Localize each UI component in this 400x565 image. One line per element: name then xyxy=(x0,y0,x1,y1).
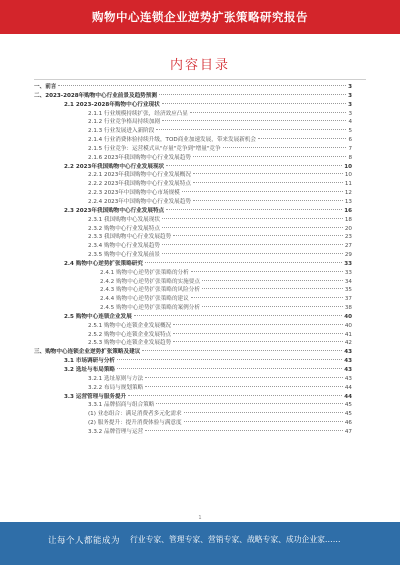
toc-leader-dots xyxy=(202,306,343,307)
toc-entry-label: 2.1 2023-2028年购物中心行业现状 xyxy=(64,101,160,108)
toc-entry-label: 2.3.3 我国购物中心行业发展趋势 xyxy=(88,234,172,241)
toc-entry[interactable] xyxy=(34,180,352,189)
toc-entry-label: 2.4.5 购物中心逆势扩张策略的案例分析 xyxy=(100,305,200,312)
toc-entry-label: 2.4.1 购物中心逆势扩张策略的分析 xyxy=(100,269,189,276)
toc-leader-dots xyxy=(166,165,342,166)
toc-entry-page: 6 xyxy=(348,137,352,144)
toc-leader-dots xyxy=(191,297,343,298)
toc-entry-page: 8 xyxy=(348,154,352,161)
toc-entry-label: 2.5.1 购物中心连锁企业发展概况 xyxy=(88,322,172,329)
toc-leader-dots xyxy=(162,218,343,219)
toc-leader-dots xyxy=(134,315,342,316)
toc-leader-dots xyxy=(162,120,346,121)
toc-entry-page: 40 xyxy=(344,313,352,320)
toc-entry-page: 37 xyxy=(344,296,352,303)
toc-entry-page: 35 xyxy=(344,287,352,294)
toc-entry-label: 3.3.1 品牌招商与组合策略 xyxy=(88,402,155,409)
toc-entry[interactable] xyxy=(34,286,352,295)
toc-entry-label: 2.5 购物中心连锁企业发展 xyxy=(64,313,132,320)
toc-entry[interactable] xyxy=(34,384,352,393)
toc-leader-dots xyxy=(173,235,343,236)
toc-entry[interactable] xyxy=(34,295,352,304)
toc-leader-dots xyxy=(193,182,343,183)
toc-entry-page: 33 xyxy=(344,269,352,276)
toc-entry-page: 4 xyxy=(348,119,352,126)
toc-leader-dots xyxy=(182,191,343,192)
toc-entry-page: 46 xyxy=(344,420,352,427)
toc-leader-dots xyxy=(193,156,346,157)
toc-entry[interactable] xyxy=(34,313,352,322)
toc-entry-page: 47 xyxy=(344,428,352,435)
toc-entry[interactable] xyxy=(34,233,352,242)
toc-leader-dots xyxy=(145,377,343,378)
toc-entry-label: 2.2.3 2023年中国购物中心市场规模 xyxy=(88,190,180,197)
toc-entry-page: 10 xyxy=(344,172,352,179)
toc-entry[interactable] xyxy=(34,154,352,163)
toc-entry[interactable] xyxy=(34,189,352,198)
toc-entry[interactable] xyxy=(34,225,352,234)
toc-entry-page: 16 xyxy=(344,207,352,214)
toc-entry[interactable] xyxy=(34,92,352,101)
footer-slogan: 让每个人都能成为 xyxy=(48,536,121,546)
toc-entry-page: 43 xyxy=(344,375,352,382)
toc-leader-dots xyxy=(162,103,346,104)
toc-entry-label: 2.4.3 购物中心逆势扩张策略的风险分析 xyxy=(100,287,200,294)
toc-entry[interactable] xyxy=(34,339,352,348)
toc-entry-label: 3.3 运营管理与服务提升 xyxy=(64,393,127,400)
toc-entry-label: 2.4.2 购物中心逆势扩张策略的实施要点 xyxy=(100,278,200,285)
toc-entry[interactable] xyxy=(34,269,352,278)
toc-entry-label: 2.1.3 行业发展进入新阶段 xyxy=(88,128,155,135)
toc-entry-page: 45 xyxy=(344,411,352,418)
toc-entry[interactable] xyxy=(34,419,352,428)
toc-entry-label: 2.4 购物中心逆势扩张策略研究 xyxy=(64,260,143,267)
toc-entry[interactable] xyxy=(34,127,352,136)
toc-entry[interactable] xyxy=(34,401,352,410)
toc-entry[interactable] xyxy=(34,242,352,251)
toc-entry[interactable] xyxy=(34,207,352,216)
toc-entry[interactable] xyxy=(34,171,352,180)
toc-entry-label: 2.3 2023年我国购物中心行业发展特点 xyxy=(64,207,165,214)
toc-leader-dots xyxy=(223,147,347,148)
toc-entry-label: 二、2023-2028年购物中心行业前景及趋势预测 xyxy=(34,92,157,99)
toc-leader-dots xyxy=(190,112,347,113)
toc-entry-label: 2.1.1 行业规模持续扩张，经济效应凸显 xyxy=(88,110,188,117)
toc-entry[interactable] xyxy=(34,216,352,225)
toc-entry-label: (2) 服务提升：提升消费体验与满意度 xyxy=(88,420,182,427)
header-bar xyxy=(0,0,400,34)
toc-entry-label: 2.1.6 2023年我国购物中心行业发展趋势 xyxy=(88,154,191,161)
toc-entry[interactable] xyxy=(34,278,352,287)
toc-entry-page: 43 xyxy=(344,367,352,373)
report-title: 购物中心连锁企业逆势扩张策略研究报告 xyxy=(92,10,308,24)
toc-entry-page: 43 xyxy=(344,349,352,356)
toc-entry-page: 42 xyxy=(344,340,352,347)
toc-entry-label: 3.2.2 布局与规划策略 xyxy=(88,384,144,391)
toc-entry-page: 38 xyxy=(344,305,352,312)
toc-entry-page: 44 xyxy=(344,393,352,400)
toc-leader-dots xyxy=(193,200,343,201)
toc-leader-dots xyxy=(258,138,346,139)
toc-divider xyxy=(34,79,366,80)
toc-entry-label: 2.1.4 行业消费体验持续升级，TOD商业加速发展，带来发展新机会 xyxy=(88,137,256,144)
toc-entry-label: 三、购物中心连锁企业逆势扩张策略及建议 xyxy=(34,349,141,356)
toc-entry[interactable] xyxy=(34,163,352,172)
toc-entry-label: 2.3.1 我国购物中心发展现状 xyxy=(88,216,160,223)
toc-leader-dots xyxy=(145,386,343,387)
toc-entry-page: 3 xyxy=(348,84,352,90)
toc-entry[interactable] xyxy=(34,375,352,384)
toc-entry[interactable] xyxy=(34,357,352,366)
toc-entry-page: 43 xyxy=(344,358,352,365)
toc-entry-label: 2.5.2 购物中心连锁企业发展特点 xyxy=(88,331,172,338)
toc-leader-dots xyxy=(191,271,343,272)
toc-entry[interactable] xyxy=(34,198,352,207)
toc-leader-dots xyxy=(184,412,343,413)
toc-entry[interactable] xyxy=(34,101,352,110)
toc-entry-page: 3 xyxy=(348,101,352,108)
toc-leader-dots xyxy=(145,430,343,431)
toc-entry[interactable] xyxy=(34,110,352,119)
toc-entry-page: 20 xyxy=(344,225,352,232)
toc-entry[interactable] xyxy=(34,366,352,375)
toc-entry-label: 2.1.5 行业竞争：运营模式从"存量"竞争到"增量"竞争 xyxy=(88,145,221,152)
table-of-contents xyxy=(34,83,352,437)
toc-entry-page: 34 xyxy=(344,278,352,285)
toc-entry[interactable] xyxy=(34,331,352,340)
toc-entry-label: 2.2.4 2023年中国购物中心行业发展趋势 xyxy=(88,198,191,205)
toc-entry-page: 10 xyxy=(344,163,352,170)
toc-entry-page: 45 xyxy=(344,402,352,409)
toc-entry-label: 2.3.4 购物中心行业发展趋势 xyxy=(88,243,160,250)
toc-leader-dots xyxy=(58,85,346,86)
toc-leader-dots xyxy=(162,244,343,245)
toc-leader-dots xyxy=(159,94,346,95)
toc-entry[interactable] xyxy=(34,304,352,313)
footer-roles: 行业专家、管理专家、营销专家、战略专家、成功企业家…… xyxy=(130,535,341,544)
toc-entry-page: 11 xyxy=(344,181,352,188)
toc-leader-dots xyxy=(142,350,342,351)
toc-leader-dots xyxy=(162,253,343,254)
toc-entry-page: 3 xyxy=(348,110,352,117)
toc-leader-dots xyxy=(173,324,343,325)
toc-entry-label: 3.3.2 品牌管理与运营 xyxy=(88,428,144,435)
toc-entry-page: 18 xyxy=(344,216,352,223)
toc-leader-dots xyxy=(202,288,343,289)
toc-entry-label: 2.4.4 购物中心逆势扩张策略的建议 xyxy=(100,296,189,303)
toc-entry-label: 3.1 市场调研与分析 xyxy=(64,358,116,365)
toc-leader-dots xyxy=(173,333,343,334)
toc-leader-dots xyxy=(202,280,343,281)
toc-entry-label: 3.2 选址与布局策略 xyxy=(64,367,116,373)
toc-entry-label: 2.3.2 购物中心行业发展特点 xyxy=(88,225,160,232)
toc-leader-dots xyxy=(145,262,342,263)
toc-entry[interactable] xyxy=(34,83,352,92)
toc-entry[interactable] xyxy=(34,410,352,419)
toc-leader-dots xyxy=(156,403,343,404)
toc-entry-label: (1) 业态组合：满足消费者多元化需求 xyxy=(88,411,182,418)
toc-entry-label: 一、前言 xyxy=(34,84,57,90)
footer-bar xyxy=(0,522,400,565)
toc-entry-page: 23 xyxy=(344,234,352,241)
toc-entry-label: 2.5.3 购物中心连锁企业发展趋势 xyxy=(88,340,172,347)
toc-entry-page: 12 xyxy=(344,190,352,197)
toc-entry-page: 29 xyxy=(344,252,352,259)
toc-entry-page: 3 xyxy=(348,92,352,99)
toc-entry[interactable] xyxy=(34,348,352,357)
toc-entry-label: 2.2 2023年我国购物中心行业发展现状 xyxy=(64,163,165,170)
toc-entry-label: 2.3.5 购物中心行业发展前景 xyxy=(88,252,160,259)
toc-heading: 内容目录 xyxy=(169,58,230,73)
toc-entry-page: 27 xyxy=(344,243,352,250)
toc-entry[interactable] xyxy=(34,118,352,127)
toc-entry-page: 40 xyxy=(344,322,352,329)
toc-entry[interactable] xyxy=(34,260,352,269)
toc-entry-label: 3.2.1 选址原则与方法 xyxy=(88,375,144,382)
toc-leader-dots xyxy=(128,395,342,396)
toc-entry[interactable] xyxy=(34,136,352,145)
toc-entry[interactable] xyxy=(34,322,352,331)
toc-leader-dots xyxy=(162,227,343,228)
toc-entry-page: 41 xyxy=(344,331,352,338)
toc-entry-label: 2.1.2 行业竞争格局持续加剧 xyxy=(88,119,160,126)
toc-entry-page: 33 xyxy=(344,260,352,267)
toc-entry-page: 5 xyxy=(348,128,352,135)
toc-leader-dots xyxy=(156,129,346,130)
toc-entry-label: 2.2.2 2023年我国购物中心行业发展特点 xyxy=(88,181,191,188)
toc-leader-dots xyxy=(193,173,343,174)
toc-entry[interactable] xyxy=(34,145,352,154)
toc-entry-label: 2.2.1 2023年我国购物中心行业发展概况 xyxy=(88,172,191,179)
toc-entry-page: 7 xyxy=(348,145,352,152)
toc-entry[interactable] xyxy=(34,393,352,402)
toc-entry[interactable] xyxy=(34,251,352,260)
toc-leader-dots xyxy=(117,359,342,360)
toc-leader-dots xyxy=(166,209,342,210)
toc-entry[interactable] xyxy=(34,428,352,437)
toc-leader-dots xyxy=(184,421,343,422)
toc-leader-dots xyxy=(173,341,343,342)
toc-entry-page: 44 xyxy=(344,384,352,391)
page-number: 1 xyxy=(198,515,202,521)
toc-leader-dots xyxy=(117,368,342,369)
toc-entry-page: 13 xyxy=(344,198,352,205)
